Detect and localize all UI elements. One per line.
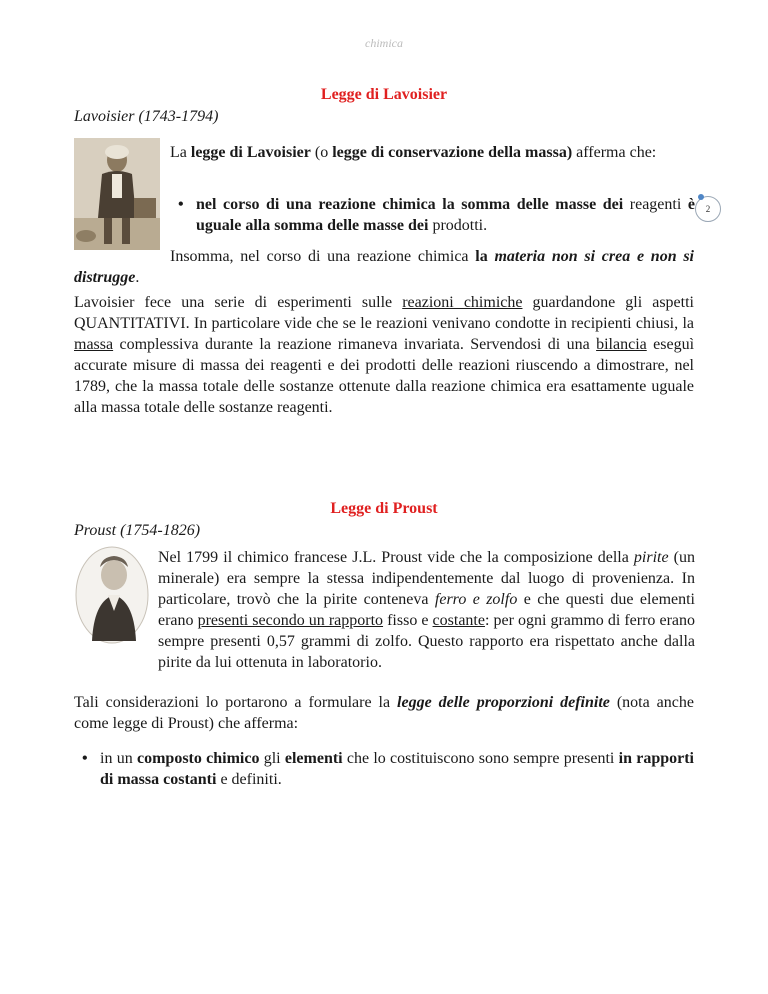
lavoisier-body: Lavoisier fece una serie di esperimenti sulle reazioni chimiche guardandone gli aspetti QUANTITATIVI. In particolare vide che se le reazioni venivano condotte in recipienti chiusi, la massa complessiva durante la reazione rimaneva invariata. Servendosi di una bilancia eseguì accurate misure di massa dei reagenti e dei prodotti delle reazioni riuscendo a dimostrare, nel 1789, che la massa totale delle sostanze ottenute dalla reazione chimica era esattamente uguale alla massa totale delle sostanze reagenti. [74,294,695,416]
proust-body: Nel 1799 il chimico francese J.L. Proust vide che la composizione della pirite (un minerale) era sempre la stessa indipendentemente dal luogo di provenienza. In particolare, trovò che la pirite conteneva ferro e zolfo e che questi due elementi erano presenti secondo un rapporto fisso e costante: per ogni grammo di ferro erano sempre presenti 0,57 grammi di zolfo. Questo rapporto era rispettato anche dalla pirite da lui ottenuta in laboratorio. [158,549,696,671]
lavoisier-insomma: Insomma, nel corso di una reazione chimica la materia non si crea e non si distrugge. [74,248,694,286]
page-number: 2 [695,196,721,222]
list-item: • in un composto chimico gli elementi che lo costituiscono sono sempre presenti in rapporti di massa costanti e definiti. [74,748,694,790]
lavoisier-author: Lavoisier (1743-1794) [74,108,219,125]
proust-author: Proust (1754-1826) [74,522,201,539]
proust-conclusion: Tali considerazioni lo portarono a formulare la legge delle proporzioni definite (nota anche come legge di Proust) che afferma: [74,694,694,732]
proust-bullet [74,748,694,790]
list-item: • nel corso di una reazione chimica la somma delle masse dei reagenti è uguale alla somma delle masse dei prodotti. [170,194,695,236]
proust-title: Legge di Proust [330,500,438,517]
lavoisier-title: Legge di Lavoisier [320,86,448,103]
lavoisier-intro: La legge di Lavoisier (o legge di conservazione della massa) afferma che: [170,144,657,161]
page-header: chimica [365,36,403,50]
lavoisier-portrait [74,138,160,250]
lavoisier-bullet [170,194,695,236]
proust-portrait [74,545,150,645]
